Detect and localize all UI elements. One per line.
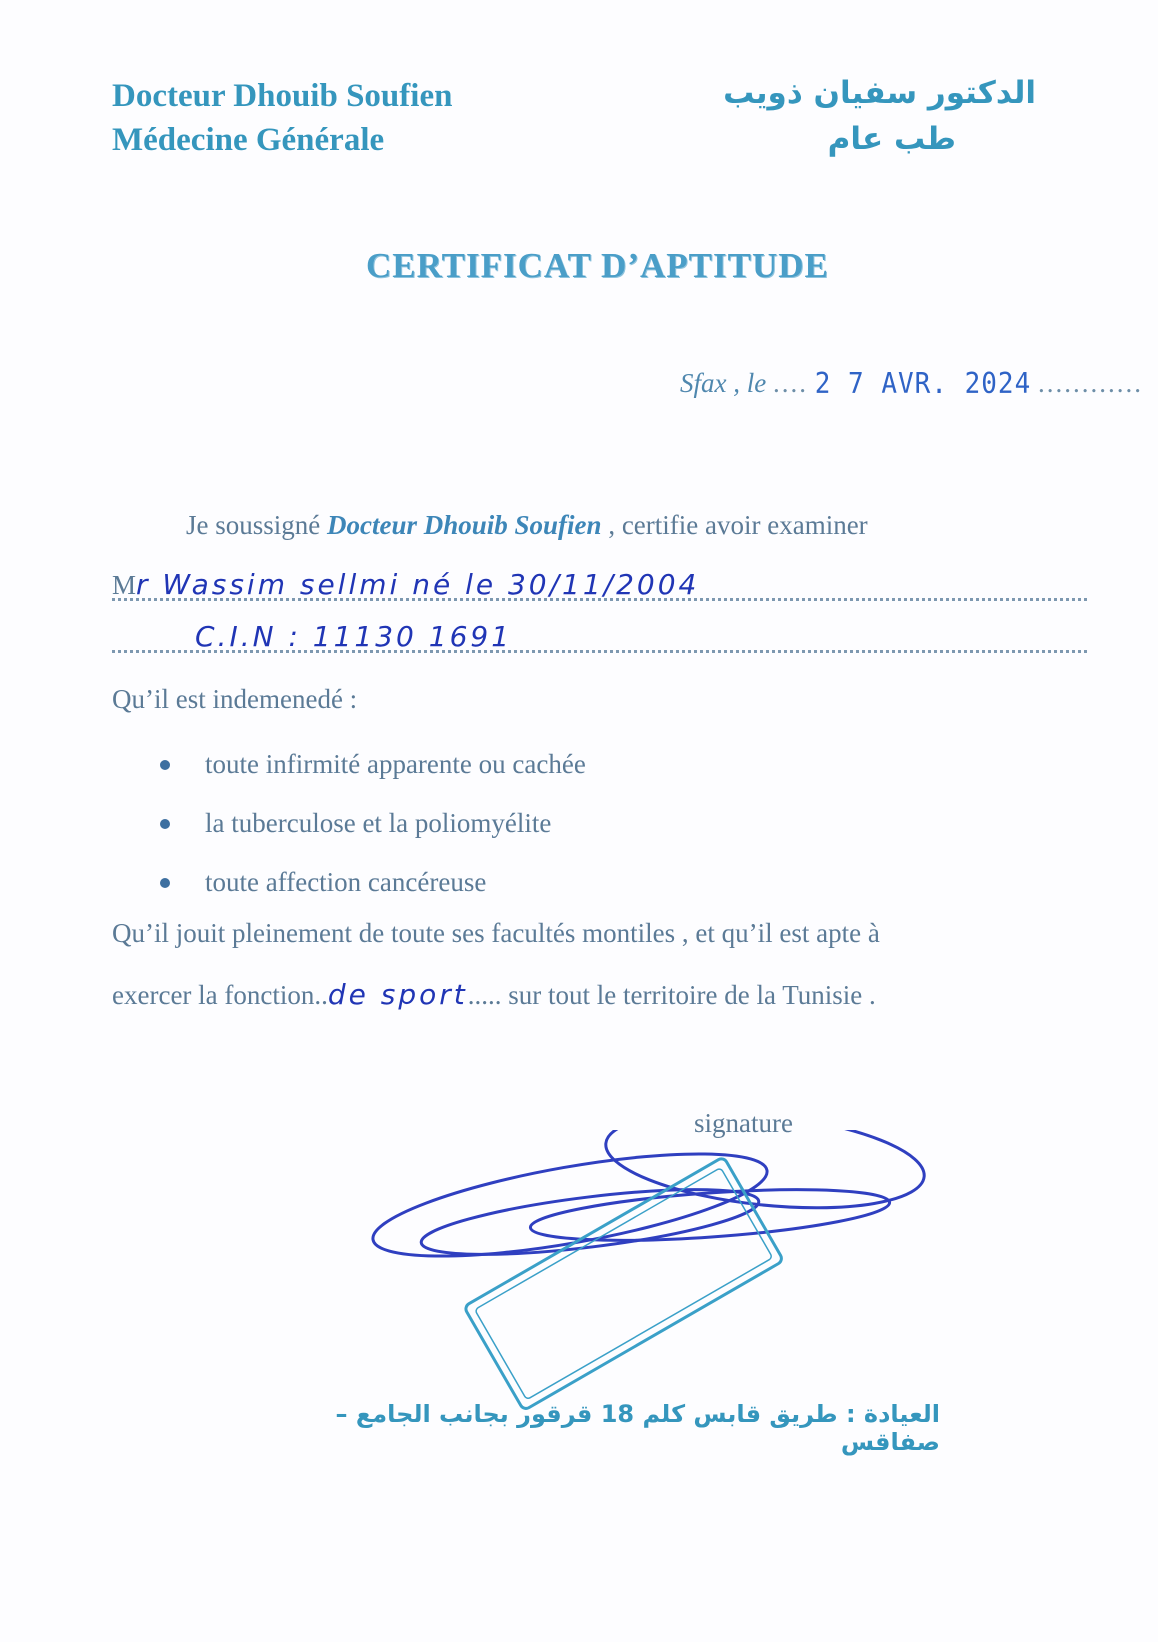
signature-label: signature (694, 1108, 793, 1138)
doctor-stamp-icon (464, 1157, 784, 1411)
id-line (195, 620, 1158, 653)
date-trailing-dots: ............ (1037, 368, 1143, 398)
intro-pre: Je soussigné (186, 510, 321, 540)
conclusion-line1: Qu’il jouit pleinement de toute ses facultés montiles , et qu’il est apte à (112, 918, 880, 948)
conditions-list (160, 735, 586, 912)
date-line (680, 368, 1143, 399)
bullet-icon (160, 760, 170, 770)
doctor-name-fr: Docteur Dhouib Soufien (112, 78, 453, 114)
date-stamp: 2 7 AVR. 2024 (814, 367, 1032, 401)
specialty-fr: Médecine Générale (112, 122, 385, 158)
conclusion-line2: exercer la fonction..de sport..... sur tout le territoire de la Tunisie . (112, 978, 876, 1011)
list-item: toute infirmité apparente ou cachée (160, 735, 586, 794)
signature-scribble-icon (366, 1130, 928, 1277)
doctor-name-ar: الدكتور سفيان ذويب (723, 75, 1036, 111)
list-item: toute affection cancéreuse (160, 853, 586, 912)
clinic-address: العيادة : طريق قابس كلم 18 قرقور بجانب الجامع – صفاقس (335, 1400, 940, 1456)
patient-line (112, 568, 1092, 601)
document-title: CERTIFICAT D’APTITUDE (366, 246, 829, 285)
date-leading-dots: .... (772, 368, 808, 398)
id-line-dots (112, 650, 1087, 653)
function-handwritten: de sport (327, 978, 468, 1011)
signature-and-stamp (350, 1130, 950, 1420)
intro-doctor-name: Docteur Dhouib Soufien (327, 510, 602, 540)
intro-line (186, 510, 1158, 541)
patient-handwritten-name: r Wassim sellmi né le 30/11/2004 (136, 568, 700, 601)
doctor-header-fr (112, 74, 452, 162)
list-item: la tuberculose et la poliomyélite (160, 794, 586, 853)
place-label: Sfax , le (680, 368, 767, 398)
bullet-icon (160, 878, 170, 888)
intro-post: , certifie avoir examiner (608, 510, 868, 540)
salutation: M (112, 570, 137, 600)
doctor-header-ar (723, 70, 1036, 162)
bullet-icon (160, 819, 170, 829)
specialty-ar: طب عام (827, 121, 956, 157)
cin-handwritten: C.I.N : 11130 1691 (195, 620, 513, 653)
patient-line-dots (112, 598, 1087, 601)
indemne-label: Qu’il est indemenedé : (112, 684, 358, 714)
